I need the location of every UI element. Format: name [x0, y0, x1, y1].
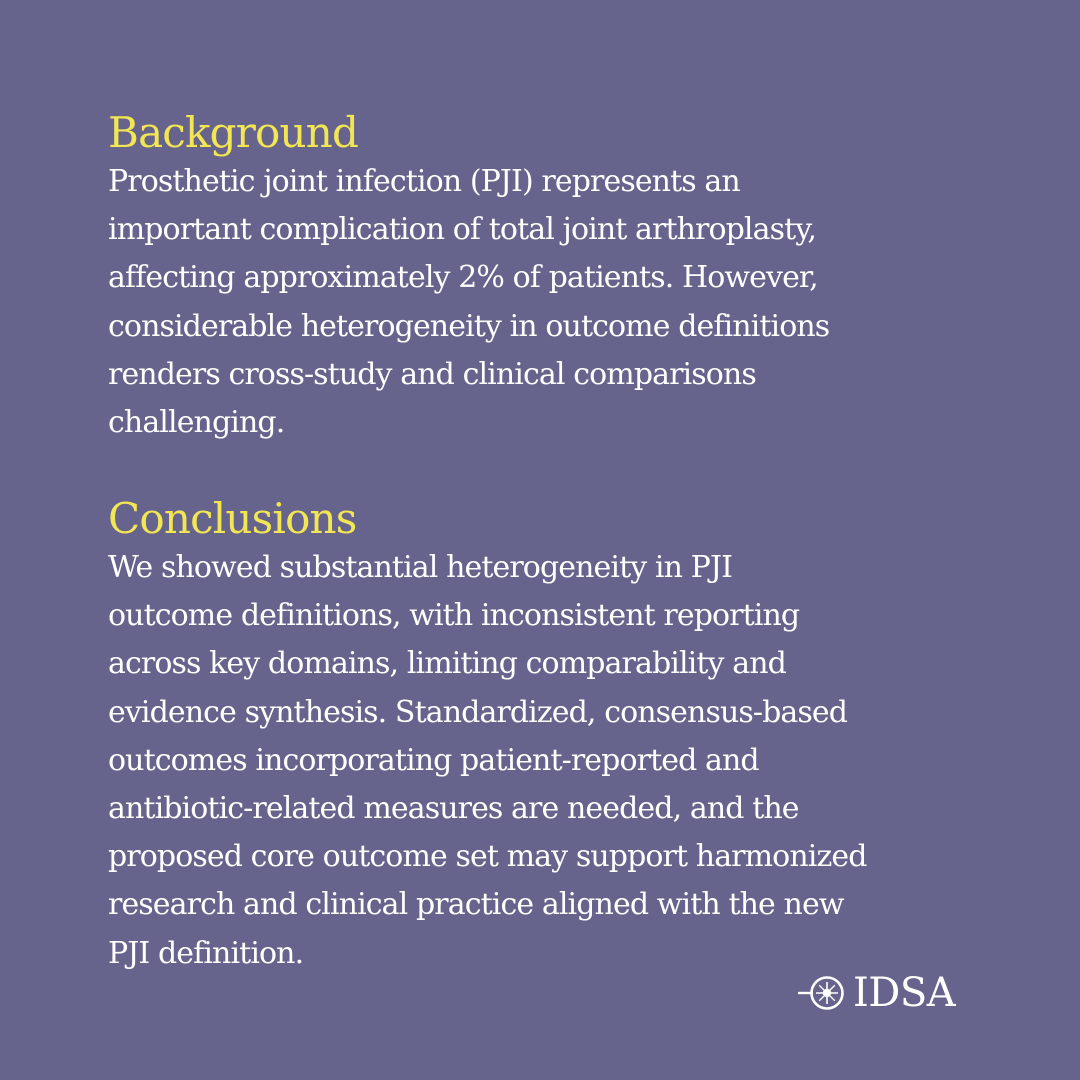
conclusions-line: PJI definition. [108, 935, 304, 971]
conclusions-line: proposed core outcome set may support harmonized [108, 839, 867, 875]
background-line: important complication of total joint arthroplasty, [108, 212, 816, 248]
background-line: affecting approximately 2% of patients. However, [108, 260, 818, 296]
background-text [108, 158, 988, 447]
background-line: considerable heterogeneity in outcome definitions [108, 308, 830, 344]
conclusions-line: across key domains, limiting comparability and [108, 646, 786, 682]
background-line: renders cross-study and clinical comparisons [108, 356, 756, 392]
conclusions-heading: Conclusions [108, 494, 357, 543]
logo-text: IDSA [853, 970, 956, 1016]
idsa-logo [796, 968, 976, 1018]
background-line: Prosthetic joint infection (PJI) represents an [108, 164, 740, 199]
conclusions-line: We showed substantial heterogeneity in PJI [108, 550, 733, 585]
conclusions-line: antibiotic-related measures are needed, and the [108, 791, 799, 827]
conclusions-text [108, 544, 988, 978]
conclusions-line: research and clinical practice aligned with the new [108, 887, 844, 923]
background-section [108, 108, 988, 447]
conclusions-section [108, 494, 988, 978]
background-line: challenging. [108, 405, 285, 441]
conclusions-line: outcome definitions, with inconsistent reporting [108, 598, 800, 634]
starburst-icon [796, 968, 854, 1018]
conclusions-line: evidence synthesis. Standardized, consensus-based [108, 694, 848, 730]
conclusions-line: outcomes incorporating patient-reported and [108, 742, 759, 778]
background-heading: Background [108, 108, 359, 157]
